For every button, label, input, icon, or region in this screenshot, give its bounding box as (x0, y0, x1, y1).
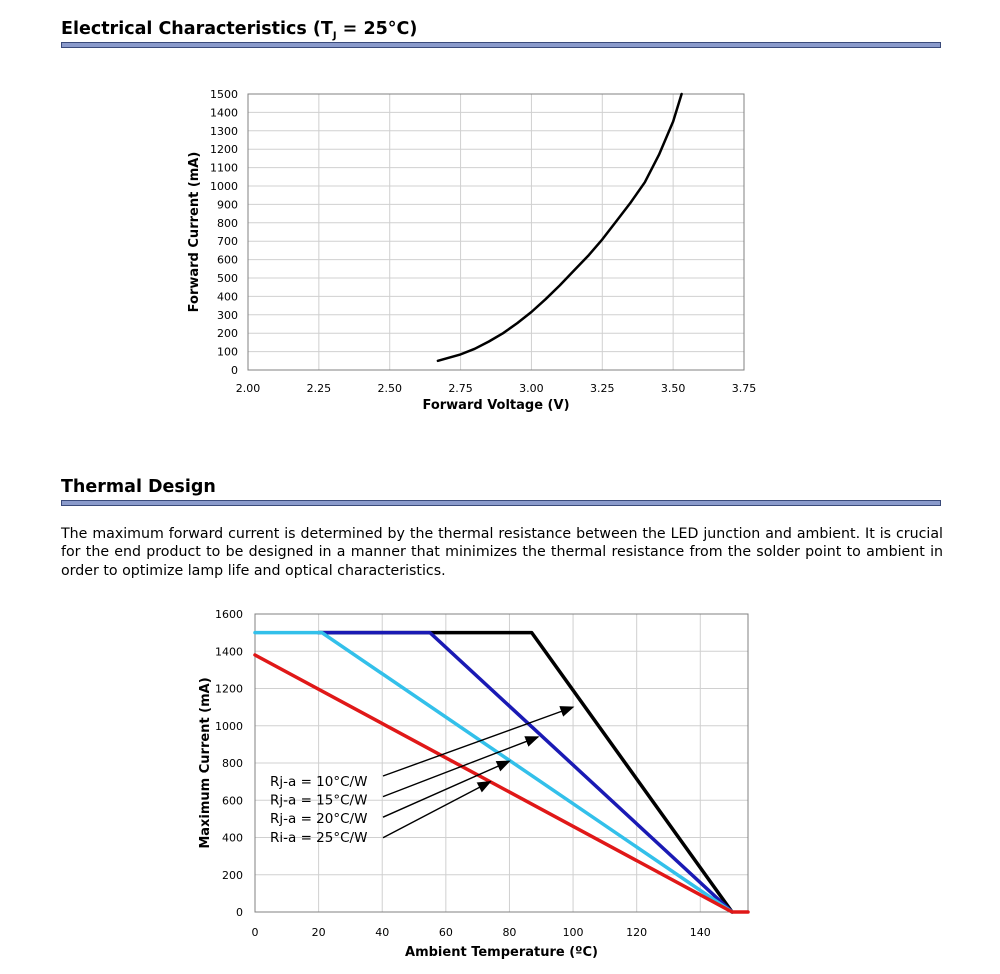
thermal-design-paragraph: The maximum forward current is determined by the thermal resistance between the LED junction and ambient. It is crucial for the end product to be designed in a manner that minimizes the thermal resistance from the solder point to ambient in order to optimize lamp life and optical characteristics. (61, 526, 943, 579)
y-tick-label: 1400 (215, 645, 243, 659)
legend-label: Rj-a = 20°C/W (270, 811, 368, 828)
y-tick-label: 1200 (215, 682, 243, 696)
electrical-characteristics-title: Electrical Characteristics $(T_J = 25^\circ C)$ (61, 19, 418, 42)
y-tick-label: 700 (217, 235, 238, 249)
y-axis-label: Maximum Current (mA) (198, 677, 213, 849)
y-tick-label: 0 (236, 906, 243, 919)
y-tick-label: 900 (217, 198, 238, 212)
x-tick-label: 100 (562, 926, 584, 939)
legend-arrow (383, 707, 573, 776)
y-tick-label: 200 (217, 327, 238, 341)
y-tick-label: 1000 (210, 180, 238, 193)
x-axis-label: Forward Voltage (V) (422, 398, 570, 413)
y-tick-label: 200 (222, 868, 243, 882)
y-tick-label: 1400 (210, 106, 238, 120)
x-tick-label: 0 (251, 926, 259, 939)
x-tick-label: 20 (311, 926, 326, 939)
y-tick-label: 800 (222, 757, 243, 770)
y-axis-label: Forward Current (mA) (187, 151, 202, 313)
y-tick-label: 0 (231, 364, 238, 377)
x-tick-label: 3.00 (519, 382, 544, 395)
x-tick-label: 3.75 (731, 382, 757, 395)
x-tick-label: 2.50 (377, 382, 402, 395)
x-tick-label: 60 (438, 926, 453, 939)
x-tick-label: 140 (689, 926, 711, 939)
x-tick-label: 120 (626, 926, 648, 939)
x-tick-label: 40 (375, 926, 390, 939)
y-tick-label: 1500 (210, 88, 238, 101)
legend-arrow (383, 737, 538, 797)
legend-label: Rj-a = 10°C/W (270, 774, 368, 790)
x-tick-label: 2.25 (306, 382, 332, 395)
y-tick-label: 1300 (210, 124, 238, 138)
y-tick-label: 400 (217, 290, 238, 304)
x-tick-label: 2.00 (235, 382, 261, 395)
x-tick-label: 3.50 (660, 382, 686, 395)
legend-label: Ri-a = 25°C/W (270, 829, 368, 846)
x-tick-label: 3.25 (590, 382, 615, 395)
y-tick-label: 400 (222, 831, 243, 845)
thermal-design-title: Thermal Design (61, 477, 216, 497)
y-tick-label: 1200 (210, 143, 238, 157)
x-tick-label: 2.75 (448, 382, 473, 395)
x-axis-label: Ambient Temperature (ºC) (405, 945, 598, 960)
y-tick-label: 600 (222, 794, 243, 808)
y-tick-label: 100 (217, 345, 238, 359)
legend-label: Rj-a = 15°C/W (270, 792, 368, 809)
y-tick-label: 1100 (210, 161, 238, 175)
y-tick-label: 500 (217, 272, 238, 285)
y-tick-label: 300 (217, 308, 238, 322)
y-tick-label: 600 (217, 253, 238, 267)
y-tick-label: 800 (217, 216, 238, 230)
x-tick-label: 80 (502, 926, 517, 939)
y-tick-label: 1600 (215, 608, 243, 621)
series-line-2 (255, 633, 732, 912)
y-tick-label: 1000 (215, 719, 243, 733)
